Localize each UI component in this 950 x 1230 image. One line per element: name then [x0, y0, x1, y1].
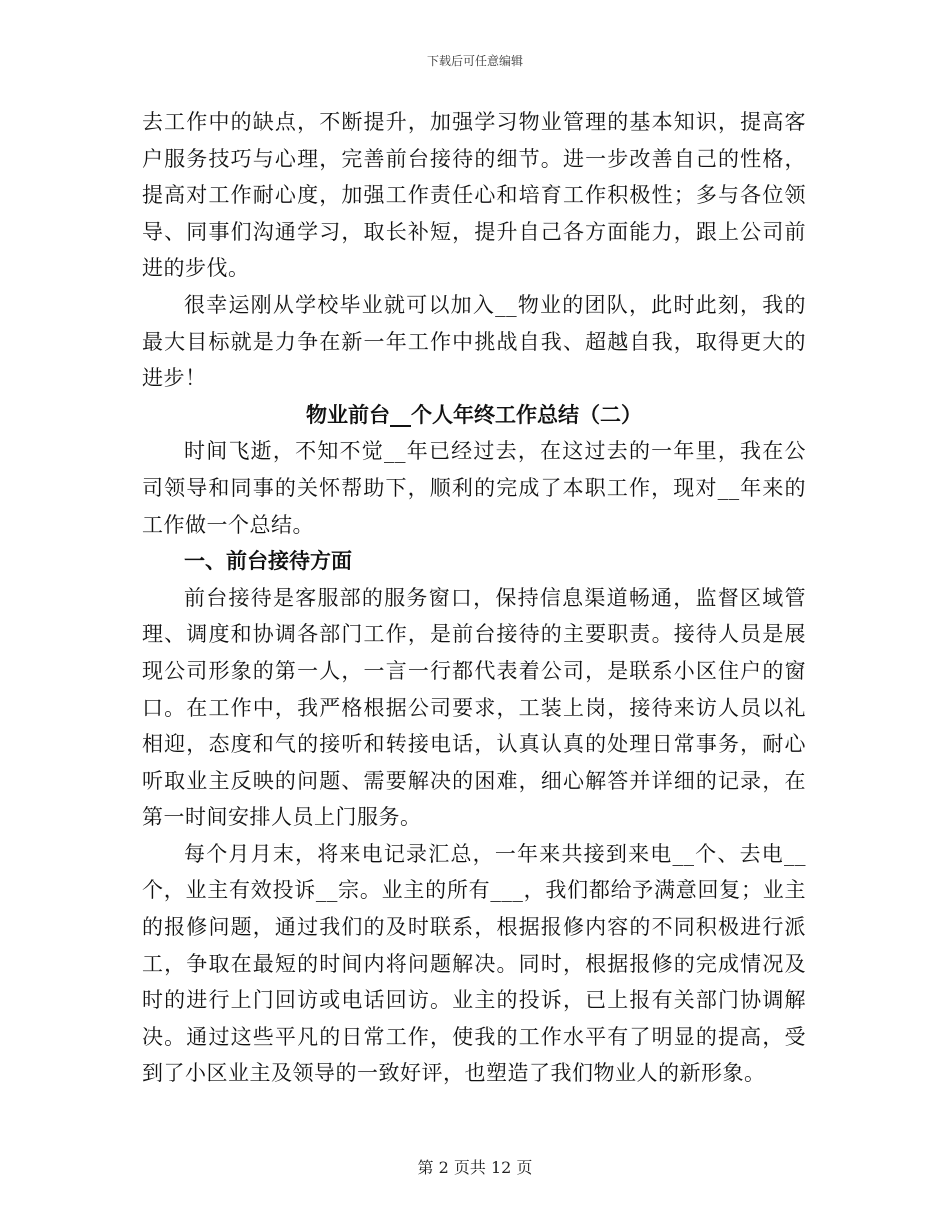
page-footer: 第 2 页共 12 页	[417, 1158, 533, 1177]
document-body	[142, 104, 806, 1092]
section-title: 物业前台__个人年终工作总结（二）	[306, 402, 642, 427]
subsection-heading: 一、前台接待方面	[184, 549, 352, 574]
paragraph-reception: 前台接待是客服部的服务窗口，保持信息渠道畅通，监督区域管理、调度和协调各部门工作，是前台接待的主要职责。接待人员是展现公司形象的第一人，一言一行都代表着公司，是联系小区住户的窗口。在工作中，我严格根据公司要求，工装上岗，接待来访人员以礼相迎，态度和气的接听和转接电话，认真认真的处理日常事务，耐心听取业主反映的问题、需要解决的困难，细心解答并详细的记录，在第一时间安排人员上门服务。	[142, 585, 806, 830]
paragraph-continued: 去工作中的缺点，不断提升，加强学习物业管理的基本知识，提高客户服务技巧与心理，完善前台接待的细节。进一步改善自己的性格，提高对工作耐心度，加强工作责任心和培育工作积极性；多与各位领导、同事们沟通学习，取长补短，提升自己各方面能力，跟上公司前进的步伐。	[142, 110, 806, 281]
paragraph-goal: 很幸运刚从学校毕业就可以加入__物业的团队，此时此刻，我的最大目标就是力争在新一年工作中挑战自我、超越自我，取得更大的进步！	[142, 292, 806, 391]
page-header: 下载后可任意编辑	[426, 54, 523, 68]
paragraph-summary: 每个月月末，将来电记录汇总，一年来共接到来电__个、去电__个，业主有效投诉__宗。业主的所有___，我们都给予满意回复；业主的报修问题，通过我们的及时联系，根据报修内容的不同积极进行派工，争取在最短的时间内将问题解决。同时，根据报修的完成情况及时的进行上门回访或电话回访。业主的投诉，已上报有关部门协调解决。通过这些平凡的日常工作，使我的工作水平有了明显的提高，受到了小区业主及领导的一致好评，也塑造了我们物业人的新形象。	[142, 841, 806, 1086]
paragraph-intro: 时间飞逝，不知不觉__年已经过去，在这过去的一年里，我在公司领导和同事的关怀帮助下，顺利的完成了本职工作，现对__年来的工作做一个总结。	[142, 439, 806, 537]
